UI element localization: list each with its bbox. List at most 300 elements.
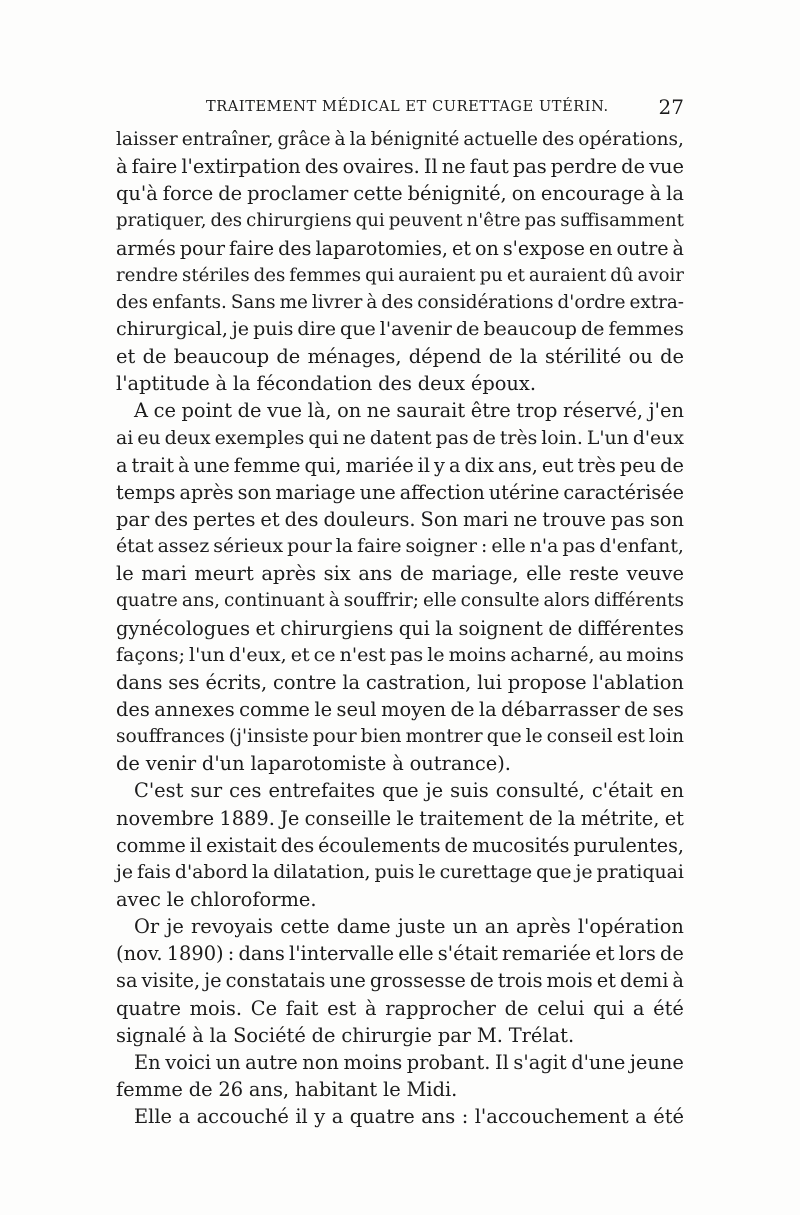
word: faire	[131, 155, 178, 179]
word: à	[328, 590, 340, 612]
word: curettage	[439, 860, 533, 883]
word: d'un	[201, 752, 245, 776]
word: faire	[229, 236, 275, 260]
word: différentes	[577, 616, 684, 640]
word: dû	[610, 264, 634, 286]
word: ans,	[497, 453, 538, 477]
word: le	[427, 643, 445, 666]
word: été	[653, 1105, 684, 1129]
text-line	[116, 533, 684, 560]
word: femme	[116, 1077, 183, 1101]
word: armés	[116, 236, 176, 260]
word: il	[295, 1105, 308, 1129]
word: mariage	[275, 480, 356, 504]
word: rendre	[116, 264, 179, 286]
word: d'une	[571, 1050, 626, 1074]
word: très	[499, 427, 538, 449]
word: moyen	[381, 697, 447, 721]
body-text	[116, 126, 684, 1130]
word: elle	[398, 942, 434, 966]
word: deux	[417, 372, 466, 396]
word: l'un	[189, 643, 225, 666]
word: ovaires.	[342, 155, 420, 179]
word: Je	[280, 806, 300, 830]
word: an	[484, 915, 509, 939]
word: qui	[365, 264, 395, 286]
word: :	[481, 535, 488, 558]
word: cette	[353, 182, 403, 206]
word: peu	[619, 453, 657, 477]
word: a	[331, 1105, 344, 1129]
word: constatais	[225, 969, 326, 993]
word: à	[116, 155, 128, 179]
text-line	[116, 913, 684, 940]
word: laparotomies,	[315, 236, 448, 260]
word: ces	[229, 779, 262, 803]
word: à	[672, 236, 684, 260]
word: reste	[569, 562, 620, 586]
word: que	[382, 779, 419, 803]
word: la	[251, 860, 270, 883]
word: le	[383, 1077, 401, 1101]
word: me	[279, 291, 308, 313]
word: rapprocher	[385, 996, 496, 1020]
word: datent	[369, 427, 432, 449]
word: de	[311, 1023, 336, 1047]
word: celui	[537, 996, 585, 1020]
word: acharné,	[510, 643, 595, 666]
word: a	[116, 453, 128, 477]
word: veuve	[626, 562, 684, 586]
word: faire	[357, 535, 402, 558]
word: n'est	[339, 643, 386, 666]
word: et	[664, 806, 684, 830]
word: A	[134, 399, 149, 423]
word: de	[237, 399, 262, 423]
word: la	[519, 345, 538, 369]
word: extra-	[629, 291, 684, 313]
word: de	[218, 182, 243, 206]
word: qui	[308, 427, 339, 449]
word: contre	[272, 670, 337, 694]
word: le	[314, 697, 333, 721]
word: 1889.	[219, 806, 275, 830]
word: quatre	[116, 996, 181, 1020]
word: ans	[421, 1105, 456, 1129]
word: des	[378, 372, 412, 396]
text-line	[116, 587, 684, 614]
word: peuvent	[388, 210, 463, 232]
word: existait	[205, 833, 277, 857]
word: je	[575, 860, 593, 883]
word: exemples	[214, 427, 305, 449]
word: chloroforme.	[190, 887, 317, 911]
word: la	[349, 129, 367, 150]
word: vue	[649, 155, 684, 179]
text-line	[116, 615, 684, 642]
word: la	[335, 535, 354, 558]
word: perdre	[550, 155, 618, 179]
word: de	[659, 942, 684, 966]
word: vue	[267, 399, 302, 423]
word: moins	[448, 643, 507, 666]
word: à	[192, 1023, 204, 1047]
word: après	[179, 480, 234, 504]
word: ans,	[248, 1077, 290, 1101]
word: de	[660, 453, 684, 477]
word: après	[516, 915, 571, 939]
word: bien	[360, 726, 402, 748]
word: de	[488, 345, 513, 369]
word: à	[334, 129, 346, 150]
word: ce	[313, 643, 336, 666]
word: de	[444, 833, 469, 857]
word: là,	[307, 399, 332, 423]
word: qui,	[304, 453, 342, 477]
word: stériles	[182, 264, 250, 286]
word: bénignité,	[407, 182, 507, 206]
word: d'eux,	[228, 643, 287, 666]
word: la	[232, 372, 251, 396]
word: seul	[336, 697, 377, 721]
word: pas	[562, 535, 596, 558]
word: gynécologues	[116, 616, 251, 640]
word: il	[417, 453, 431, 477]
text-line	[116, 506, 684, 533]
word: l'avenir	[379, 317, 452, 340]
word: enfants.	[152, 291, 227, 313]
word: de	[188, 1077, 213, 1101]
word: beaucoup	[483, 317, 577, 340]
word: et	[116, 345, 136, 369]
word: mucosités	[472, 833, 570, 857]
word: l'aptitude	[116, 372, 210, 396]
word: que	[536, 860, 572, 883]
word: encourage	[540, 182, 645, 206]
word: proclamer	[247, 182, 349, 206]
word: de	[455, 317, 480, 340]
word: métrite,	[580, 806, 660, 830]
word: des	[381, 291, 414, 313]
word: être	[470, 399, 511, 423]
word: à	[365, 996, 377, 1020]
word: de	[581, 317, 605, 340]
word: chirurgiens	[280, 616, 394, 640]
word: considérations	[417, 291, 554, 313]
word: sur	[190, 779, 223, 803]
word: mari	[462, 507, 509, 531]
word: débarrasser	[501, 697, 620, 721]
word: des	[210, 210, 243, 232]
word: cette	[280, 915, 330, 939]
word: Midi.	[406, 1077, 458, 1101]
word: l'opération	[577, 915, 684, 939]
word: de	[528, 806, 553, 830]
word: la	[478, 697, 497, 721]
word: comme	[239, 697, 310, 721]
text-line	[116, 859, 684, 886]
word: entrefaites	[268, 779, 376, 803]
word: et	[451, 236, 471, 260]
word: à	[366, 291, 378, 313]
word: j'en	[648, 399, 684, 423]
running-title: TRAITEMENT MÉDICAL ET CURETTAGE UTÉRIN.	[206, 99, 609, 115]
word: soigner	[405, 535, 477, 558]
word: douleurs.	[323, 507, 416, 531]
word: trop	[516, 399, 558, 423]
word: ne	[513, 507, 538, 531]
word: chirurgie	[341, 1023, 433, 1047]
word: son	[237, 480, 272, 504]
word: suffisamment	[560, 210, 684, 232]
word: trois	[497, 969, 543, 993]
word: des	[253, 264, 286, 286]
word: une	[329, 969, 366, 993]
word: de	[548, 616, 573, 640]
word: chirurgiens	[246, 210, 352, 232]
word: soignent	[458, 616, 543, 640]
word: elle	[423, 590, 457, 612]
word: En	[134, 1050, 161, 1074]
text-line	[116, 886, 684, 913]
word: la	[209, 1023, 228, 1047]
word: que	[486, 726, 522, 748]
word: stérilité	[544, 345, 622, 369]
word: de	[142, 345, 167, 369]
word: de	[276, 345, 301, 369]
word: M.	[476, 1023, 503, 1047]
word: ne	[441, 155, 466, 179]
word: :	[227, 942, 235, 966]
word: Société	[233, 1023, 306, 1047]
word: laparotomiste	[250, 752, 387, 776]
word: femmes	[608, 317, 684, 340]
word: ses	[652, 697, 684, 721]
word: auraient	[398, 264, 476, 286]
word: on	[337, 399, 362, 423]
word: actuelle	[463, 129, 538, 150]
word: et	[255, 616, 275, 640]
text-line	[116, 397, 684, 424]
word: faut	[469, 155, 509, 179]
word: moins	[626, 643, 684, 666]
word: écrits,	[205, 670, 268, 694]
word: fais	[137, 860, 171, 883]
word: qui	[398, 616, 430, 640]
word: dans	[238, 942, 285, 966]
word: demi	[619, 969, 669, 993]
word: fécondation	[256, 372, 373, 396]
word: remariée	[502, 942, 592, 966]
word: à	[177, 453, 190, 477]
word: son	[649, 507, 684, 531]
word: elle	[491, 535, 526, 558]
text-line	[116, 995, 684, 1022]
word: caractérisée	[563, 480, 684, 504]
word: utérine	[488, 480, 560, 504]
text-line	[116, 750, 684, 777]
word: chirurgical,	[116, 317, 228, 340]
word: pour	[287, 535, 332, 558]
word: non	[302, 1050, 339, 1074]
word: laisser	[116, 129, 178, 150]
text-line	[116, 343, 684, 370]
word: ou	[628, 345, 653, 369]
word: :	[461, 1105, 469, 1129]
word: puis	[253, 317, 294, 340]
word: venir	[145, 752, 197, 776]
word: de	[660, 345, 684, 369]
word: pour	[312, 726, 357, 748]
word: et	[260, 507, 280, 531]
word: montrer	[405, 726, 483, 748]
word: grâce	[277, 129, 331, 150]
word: juste	[397, 915, 446, 939]
text-line	[116, 696, 684, 723]
word: a	[178, 1105, 191, 1129]
word: trait	[131, 453, 174, 477]
word: la	[557, 806, 576, 830]
word: à	[392, 752, 404, 776]
word: dix	[464, 453, 494, 477]
word: femmes	[289, 264, 362, 286]
text-line	[116, 642, 684, 669]
word: habitant	[294, 1077, 378, 1101]
word: temps	[116, 480, 176, 504]
word: le	[166, 887, 185, 911]
word: souffrances	[116, 726, 225, 748]
word: dire	[297, 317, 337, 340]
word: avoir	[637, 264, 684, 286]
word: je	[116, 860, 134, 883]
text-line	[116, 940, 684, 967]
word: jeune	[629, 1050, 684, 1074]
word: une	[359, 480, 396, 504]
word: beaucoup	[173, 345, 270, 369]
word: outrance).	[409, 752, 511, 776]
word: point	[181, 399, 233, 423]
word: castration,	[365, 670, 472, 694]
word: et	[290, 643, 310, 666]
page-number: 27	[658, 95, 684, 119]
word: s'était	[437, 942, 498, 966]
word: très	[577, 453, 616, 477]
word: Ce	[250, 996, 278, 1020]
text-line	[116, 1103, 684, 1130]
word: a	[448, 453, 461, 477]
text-line	[116, 452, 684, 479]
word: bénignité	[370, 129, 460, 150]
word: des	[541, 129, 575, 150]
word: en	[659, 779, 684, 803]
word: s'expose	[502, 236, 585, 260]
word: de	[469, 969, 494, 993]
word: c'était	[591, 779, 653, 803]
word: a	[635, 1105, 647, 1129]
text-line	[116, 560, 684, 587]
text-line	[116, 777, 684, 804]
word: différents	[593, 590, 684, 612]
word: il	[189, 833, 202, 857]
word: Il	[495, 1050, 509, 1074]
word: des	[304, 155, 339, 179]
word: pratiquai	[596, 860, 684, 883]
word: dilatation,	[273, 860, 371, 883]
word: de	[450, 697, 475, 721]
word: un	[452, 915, 478, 939]
word: ans,	[181, 590, 221, 612]
word: d'ordre	[557, 291, 626, 313]
word: fait	[285, 996, 319, 1020]
word: loin.	[541, 427, 583, 449]
word: eu	[137, 427, 161, 449]
word: ce	[153, 399, 176, 423]
word: pour	[179, 236, 226, 260]
word: livrer	[311, 291, 363, 313]
word: qui	[593, 996, 625, 1020]
word: moins	[343, 1050, 403, 1074]
word: pertes	[193, 507, 256, 531]
word: à	[215, 372, 228, 396]
word: pratiquer,	[116, 210, 207, 232]
word: mariage,	[431, 562, 519, 586]
word: (nov.	[116, 942, 163, 966]
word: et	[596, 969, 616, 993]
word: alors	[543, 590, 590, 612]
word: probant.	[406, 1050, 491, 1074]
word: continuant	[224, 590, 325, 612]
word: des	[116, 697, 150, 721]
word: écoulements	[318, 833, 441, 857]
word: C'est	[134, 779, 184, 803]
word: d'eux	[632, 427, 684, 449]
text-line	[116, 207, 684, 234]
word: la	[435, 616, 454, 640]
word: pu	[479, 264, 503, 286]
word: conseil	[546, 726, 613, 748]
word: loin	[648, 726, 684, 748]
word: dépend	[408, 345, 482, 369]
text-line	[116, 805, 684, 832]
word: le	[116, 562, 134, 586]
word: autre	[245, 1050, 298, 1074]
word: par	[437, 1023, 472, 1047]
text-line	[116, 153, 684, 180]
word: je	[166, 915, 184, 939]
word: traitement	[419, 806, 524, 830]
word: le	[525, 726, 543, 748]
word: consulté,	[495, 779, 585, 803]
word: mois.	[189, 996, 243, 1020]
word: on	[511, 182, 536, 206]
word: la	[666, 182, 684, 206]
word: dame	[336, 915, 391, 939]
word: ménages,	[307, 345, 402, 369]
word: Or	[134, 915, 160, 939]
word: Sans	[230, 291, 276, 313]
word: l'intervalle	[289, 942, 395, 966]
word: qui	[355, 210, 385, 232]
word: affection	[399, 480, 485, 504]
word: et	[506, 264, 525, 286]
word: trouve	[542, 507, 606, 531]
word: des	[154, 507, 189, 531]
text-line	[116, 180, 684, 207]
word: six	[323, 562, 351, 586]
word: une	[193, 453, 230, 477]
word: visite,	[141, 969, 201, 993]
word: quatre	[116, 590, 178, 612]
